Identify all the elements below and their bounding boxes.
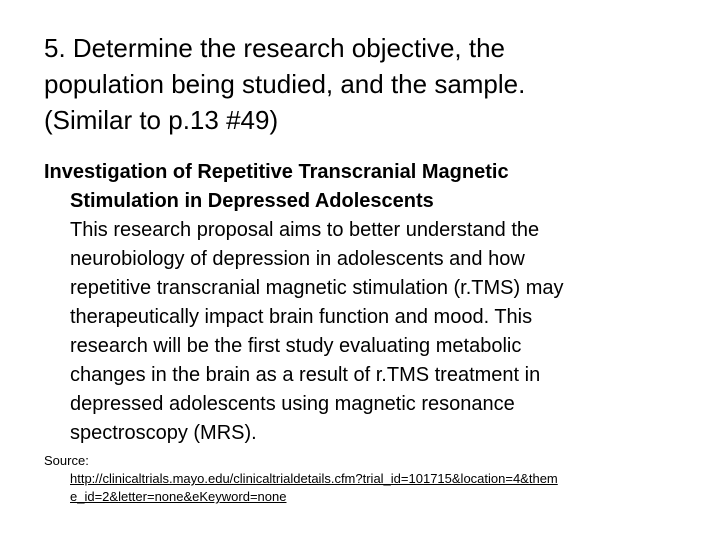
slide-title xyxy=(44,30,684,138)
study-body-line-1: This research proposal aims to better understand the xyxy=(70,219,540,241)
study-body-line-2: neurobiology of depression in adolescents and how xyxy=(70,248,525,270)
source-link-line-2[interactable]: e_id=2&letter=none&eKeyword=none xyxy=(70,489,287,504)
study-body-line-7: depressed adolescents using magnetic resonance xyxy=(70,393,515,415)
study-body-line-8: spectroscopy (MRS). xyxy=(70,422,257,444)
source-link-line-1[interactable]: http://clinicaltrials.mayo.edu/clinicaltrialdetails.cfm?trial_id=101715&location=4&them xyxy=(70,471,558,486)
source-block xyxy=(44,452,694,506)
title-line-1: 5. Determine the research objective, the xyxy=(44,33,506,63)
study-body-line-3: repetitive transcranial magnetic stimulation (r.TMS) may xyxy=(70,277,564,299)
study-heading-line-2: Stimulation in Depressed Adolescents xyxy=(70,190,434,212)
title-line-3: (Similar to p.13 #49) xyxy=(44,105,279,135)
study-paragraph xyxy=(44,158,694,448)
study-body-line-6: changes in the brain as a result of r.TMS treatment in xyxy=(70,364,541,386)
source-label: Source: xyxy=(44,453,89,468)
study-body-line-4: therapeutically impact brain function and mood. This xyxy=(70,306,533,328)
slide-body xyxy=(44,158,694,448)
title-line-2: population being studied, and the sample. xyxy=(44,69,526,99)
study-body-line-5: research will be the first study evaluating metabolic xyxy=(70,335,522,357)
study-heading-line-1: Investigation of Repetitive Transcranial Magnetic xyxy=(44,161,509,183)
